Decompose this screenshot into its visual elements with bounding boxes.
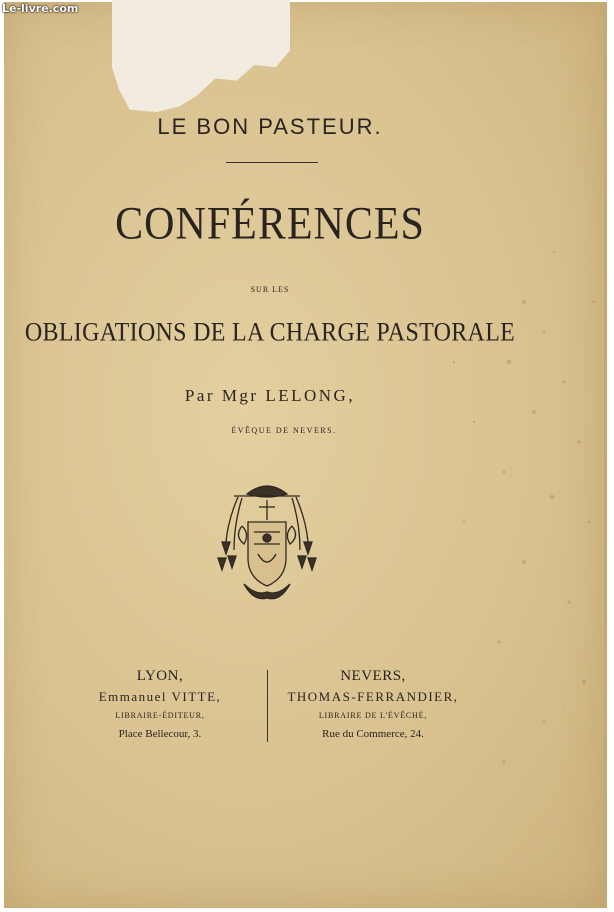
- publisher-role: LIBRAIRE-ÉDITEUR,: [115, 711, 205, 720]
- watermark: Le-livre.com: [2, 2, 79, 15]
- subtitle: OBLIGATIONS DE LA CHARGE PASTORALE: [24, 318, 516, 348]
- publisher-nevers: [262, 666, 484, 744]
- publisher-role: LIBRAIRE DE L'ÉVÊCHÉ,: [318, 711, 428, 720]
- publisher-address: Place Bellecour, 3.: [118, 728, 202, 740]
- publisher-name: Emmanuel VITTE,: [98, 689, 222, 704]
- publisher-address: Rue du Commerce, 24.: [322, 728, 424, 740]
- author: Par Mgr LELONG,: [184, 386, 356, 405]
- series-title: LE BON PASTEUR.: [157, 114, 383, 139]
- title-rule: [226, 162, 318, 163]
- main-title: CONFÉRENCES: [115, 198, 425, 250]
- publisher-name: THOMAS-FERRANDIER,: [287, 689, 459, 704]
- publisher-lyon: [50, 666, 270, 744]
- publisher-city: LYON,: [136, 668, 184, 684]
- publisher-city: NEVERS,: [340, 668, 406, 684]
- episcopal-coat-of-arms-icon: [214, 480, 320, 606]
- connector-text: SUR LES: [250, 285, 290, 294]
- author-title: ÉVÊQUE DE NEVERS.: [231, 426, 337, 435]
